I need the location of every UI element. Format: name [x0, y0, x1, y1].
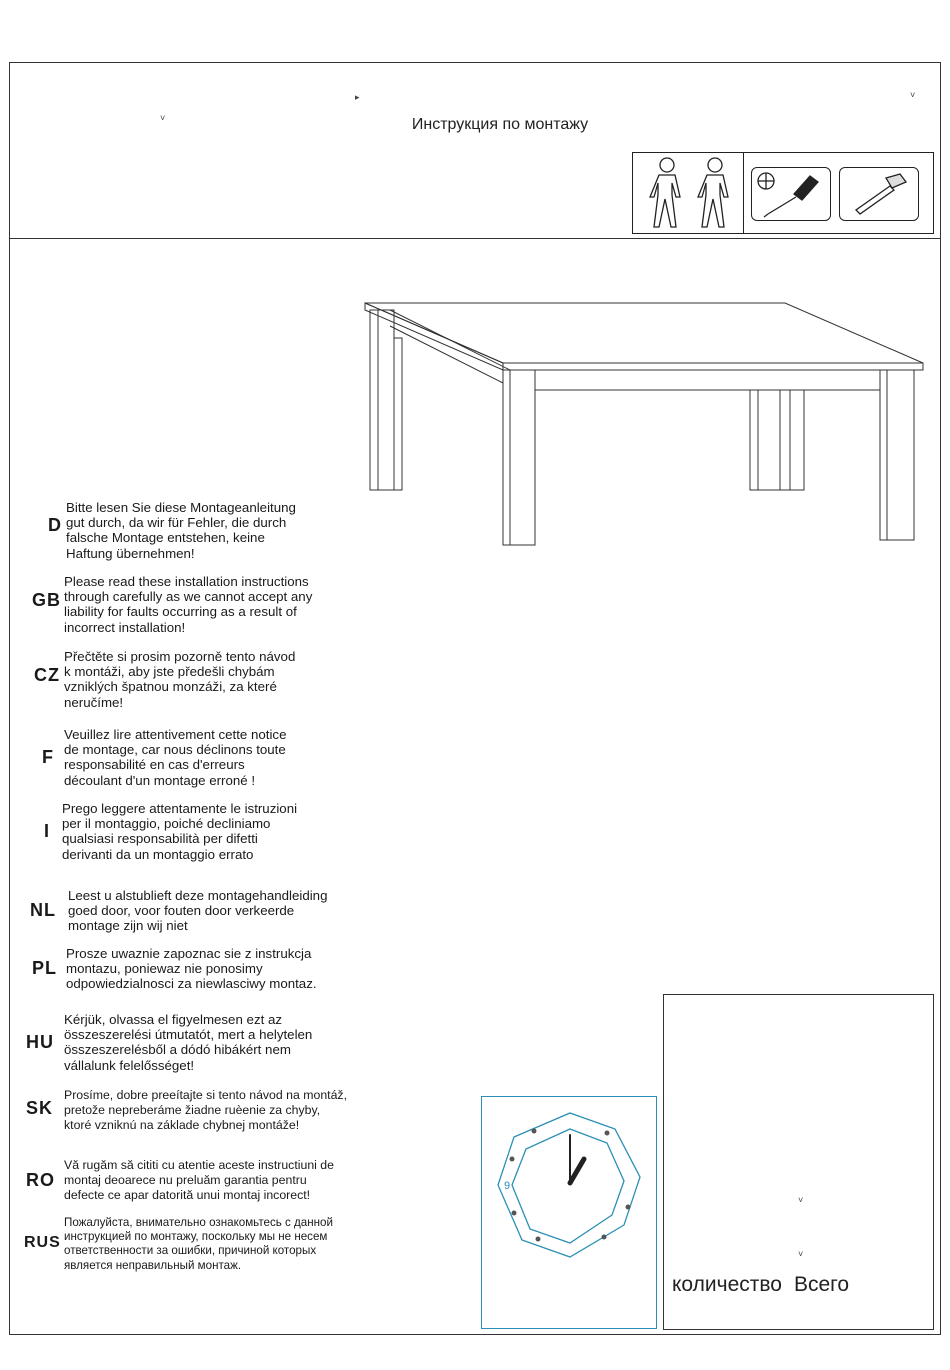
quantity-label-count: количество [672, 1273, 782, 1296]
lang-text: Veuillez lire attentivement cette notice de montage, car nous déclinons toute responsabilité en cas d'erreurs découlant d'un montage erroné ! [64, 727, 287, 788]
hammer-icon [840, 168, 918, 220]
lang-code: F [42, 747, 54, 767]
lang-text: Leest u alstublieft deze montagehandleiding goed door, voor fouten door verkeerde montage zijn wij niet [68, 888, 328, 934]
lang-code: GB [32, 590, 61, 610]
document-title: Инструкция по монтажу [411, 116, 589, 133]
quantity-label [672, 1273, 861, 1297]
lang-text: Bitte lesen Sie diese Montageanleitung gut durch, da wir für Fehler, die durch falsche Montage entstehen, keine Haftung übernehmen! [66, 500, 296, 561]
lang-text: Пожалуйста, внимательно ознакомьтесь с данной инструкцией по монтажу, поскольку мы не несем ответственности за ошибки, причиной которых является неправильный монтаж. [64, 1216, 333, 1272]
header-mark-right: ˅ [910, 90, 916, 100]
screwdriver-icon [752, 168, 830, 220]
clock-numeral: 9 [504, 1180, 511, 1192]
lang-text: Prosíme, dobre preeítajte si tento návod na montáž, pretože nepreberáme žiadne ruèenie za chyby, ktoré vzniknú na základe chybnej montáže! [64, 1088, 347, 1133]
lang-code: HU [26, 1032, 54, 1052]
requirements-box [632, 152, 934, 234]
lang-text: Kérjük, olvassa el figyelmesen ezt az összeszerelési útmutatót, mert a helytelen összeszerelésből a dódó hibákért nem vállalunk felelősséget! [64, 1012, 313, 1073]
lang-text: Přečtěte si prosim pozorně tento návod k montáži, aby jste předešli chybám vzniklých špatnou monzáži, za které neručíme! [64, 649, 296, 710]
quantity-mark: ˅ [798, 1195, 804, 1205]
lang-code: NL [30, 900, 56, 920]
screwdriver-tool [751, 167, 831, 221]
header-mark-left: ˅ [160, 113, 166, 123]
lang-code: PL [32, 958, 58, 978]
lang-code: CZ [34, 665, 60, 685]
two-persons-icon [641, 155, 737, 231]
table-illustration [360, 298, 930, 548]
clock-icon [482, 1097, 656, 1328]
quantity-box [663, 994, 934, 1330]
lang-code: I [44, 821, 51, 841]
header-mark: ▸ [355, 92, 360, 102]
lang-text: Vă rugăm să cititi cu atentie aceste instructiuni de montaj deoarece nu preluăm garantia pentru defecte ce apar datorită unui montaj incorect! [64, 1158, 334, 1203]
lang-code: RUS [24, 1234, 61, 1251]
lang-text: Prego leggere attentamente le istruzioni per il montaggio, poiché decliniamo qualsiasi responsabilità per difetti derivanti da un montaggio errato [62, 801, 298, 862]
lang-code: SK [26, 1098, 54, 1118]
quantity-label-total: Всего [793, 1273, 850, 1296]
lang-text: Please read these installation instructions through carefully as we cannot accept any liability for faults occurring as a result of incorrect installation! [64, 574, 313, 635]
lang-text: Prosze uwaznie zapoznac sie z instrukcja montazu, poniewaz nie ponosimy odpowiedzialnosci za niewlasciwy montaz. [66, 946, 317, 992]
tools-divider [743, 153, 744, 233]
lang-code: RO [26, 1170, 55, 1190]
hammer-tool [839, 167, 919, 221]
quantity-mark: ˅ [798, 1249, 804, 1259]
header-divider [9, 238, 941, 239]
time-estimate-box [481, 1096, 657, 1329]
lang-code: D [48, 515, 62, 535]
